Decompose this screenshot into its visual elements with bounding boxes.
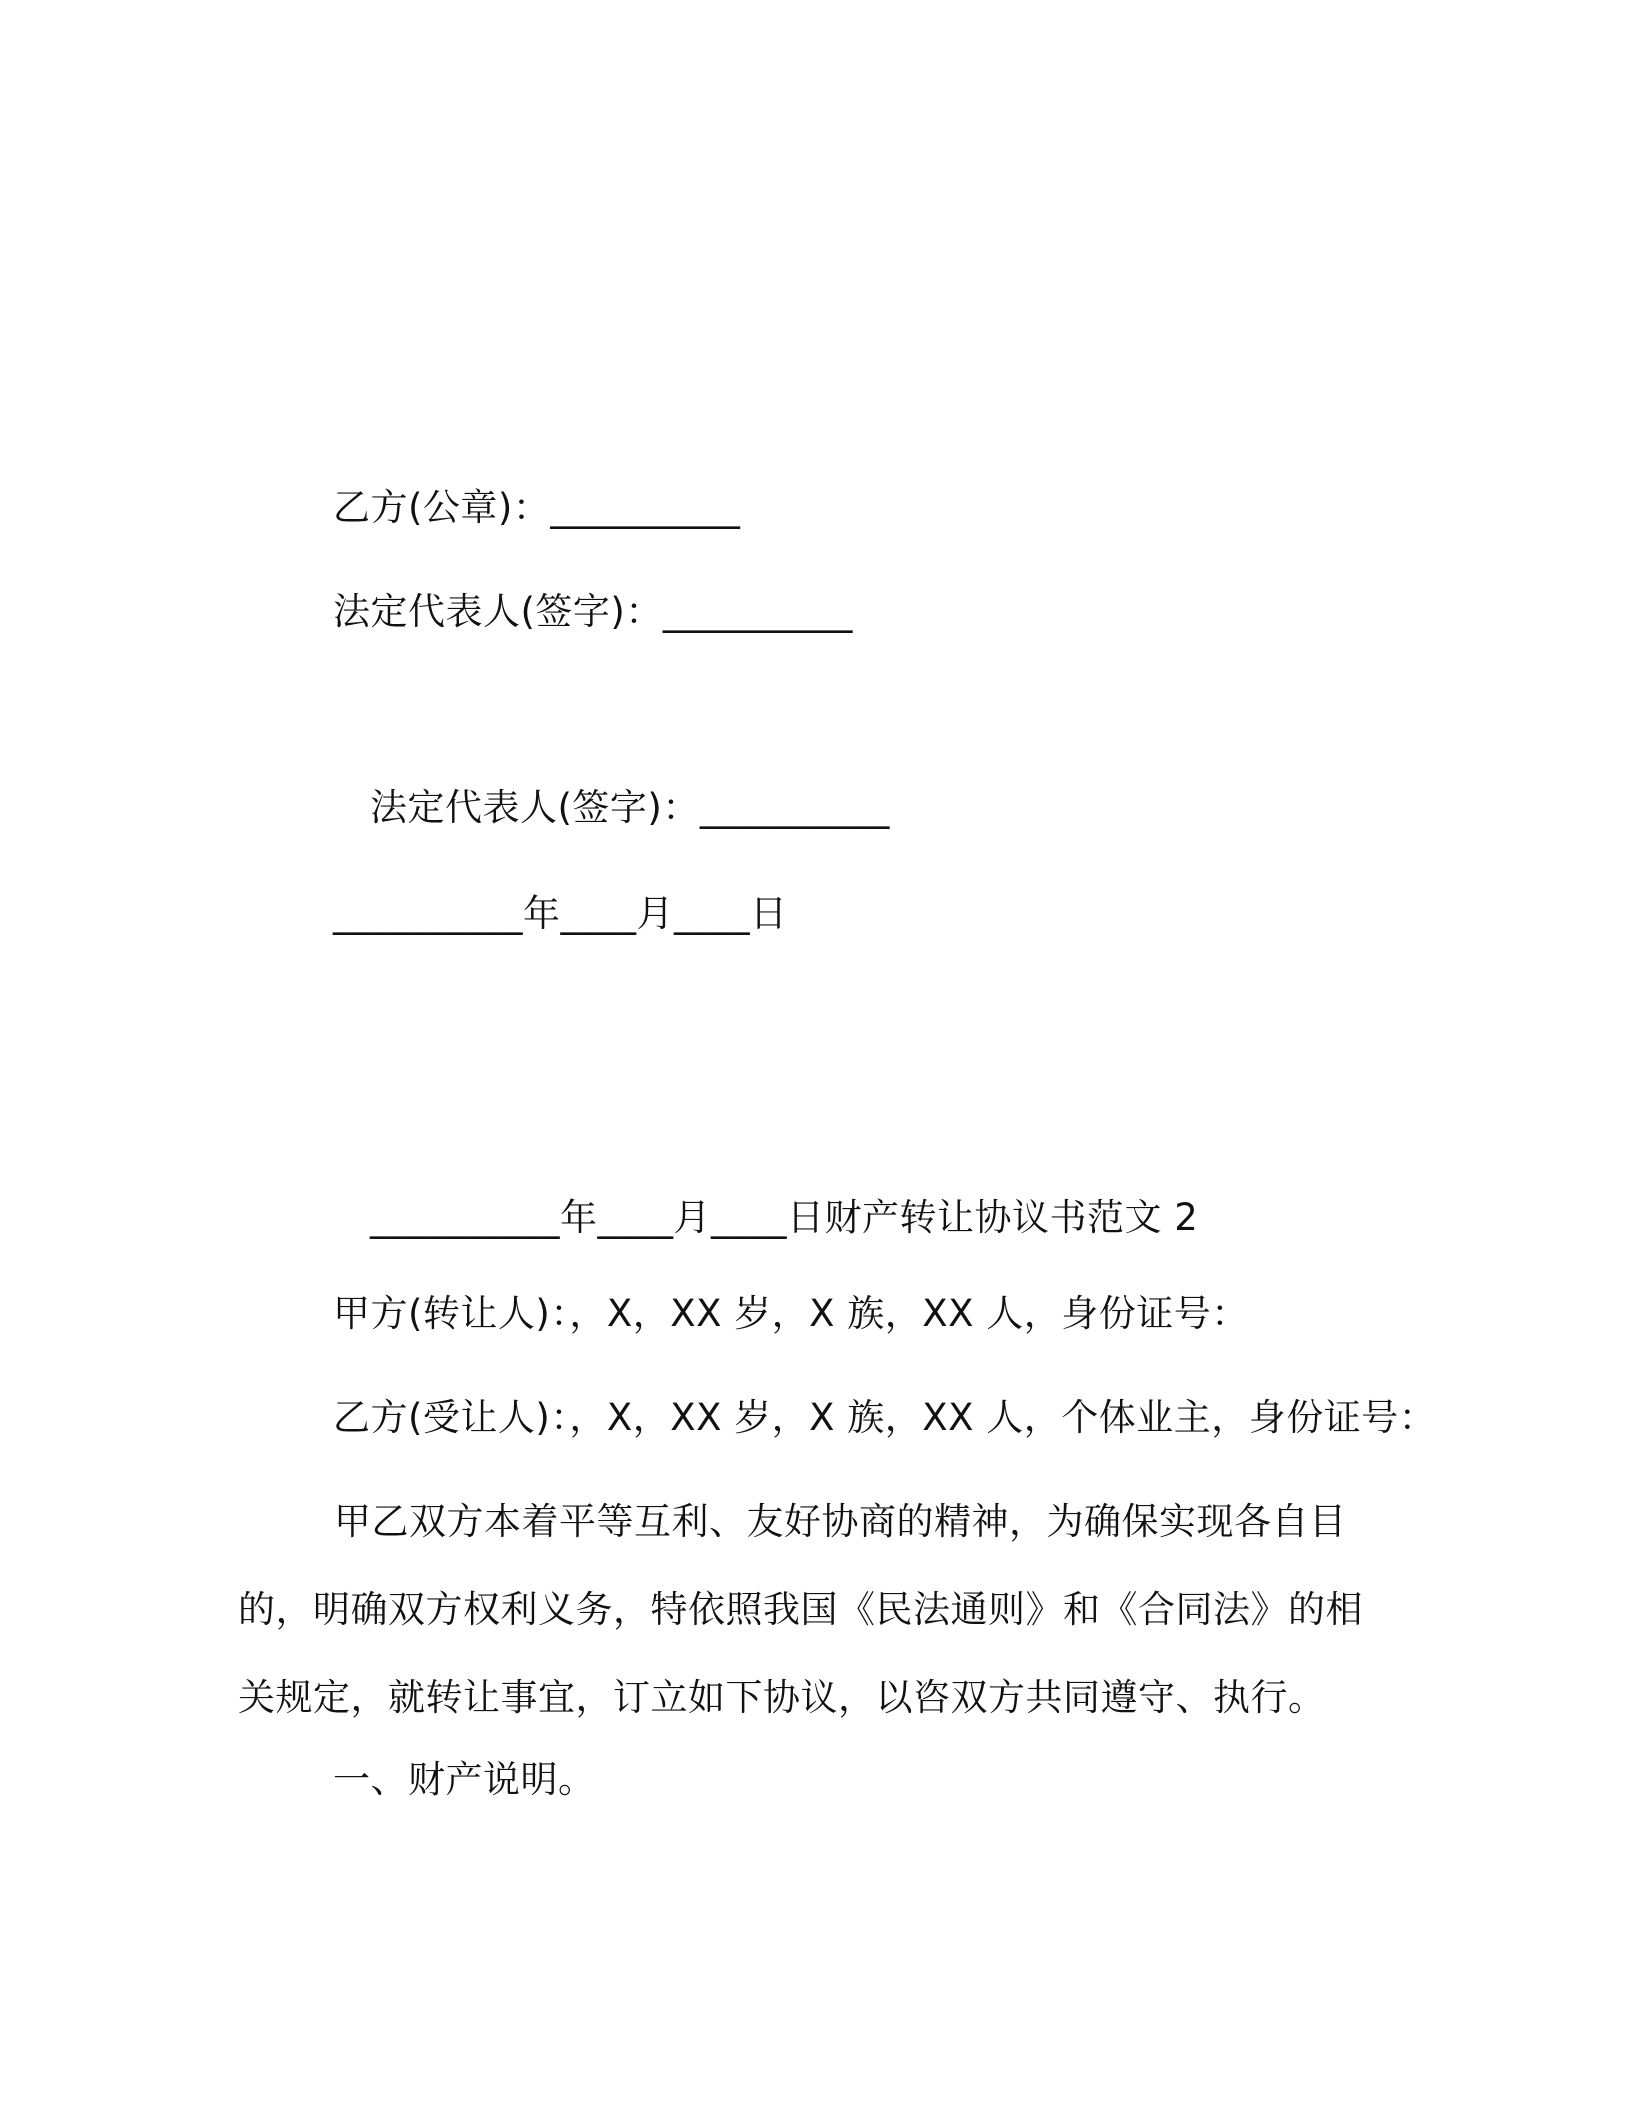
preamble-paragraph [238,1478,1398,1742]
legal-representative-signature-line: 法定代表人(签字)：__________ [333,590,853,633]
party-b-info: 乙方(受让人)：，X，XX 岁，X 族，XX 人，个体业主，身份证号： [333,1396,1437,1439]
party-b-seal-line: 乙方(公章)：__________ [333,486,741,529]
preamble-text: 甲乙双方本着平等互利、友好协商的精神，为确保实现各自目的，明确双方权利义务，特依照我国《民法通则》和《合同法》的相关规定，就转让事宜，订立如下协议，以咨双方共同遵守、执行。 [238,1500,1363,1719]
party-a-info: 甲方(转让人)：，X，XX 岁，X 族，XX 人，身份证号： [333,1292,1249,1335]
clause-1-title: 一、财产说明。 [333,1758,596,1801]
date-line: __________年____月____日 [333,892,788,935]
section-heading: __________年____月____日财产转让协议书范文 2 [370,1196,1199,1239]
legal-representative-signature-line-2: 法定代表人(签字)：__________ [370,786,890,829]
